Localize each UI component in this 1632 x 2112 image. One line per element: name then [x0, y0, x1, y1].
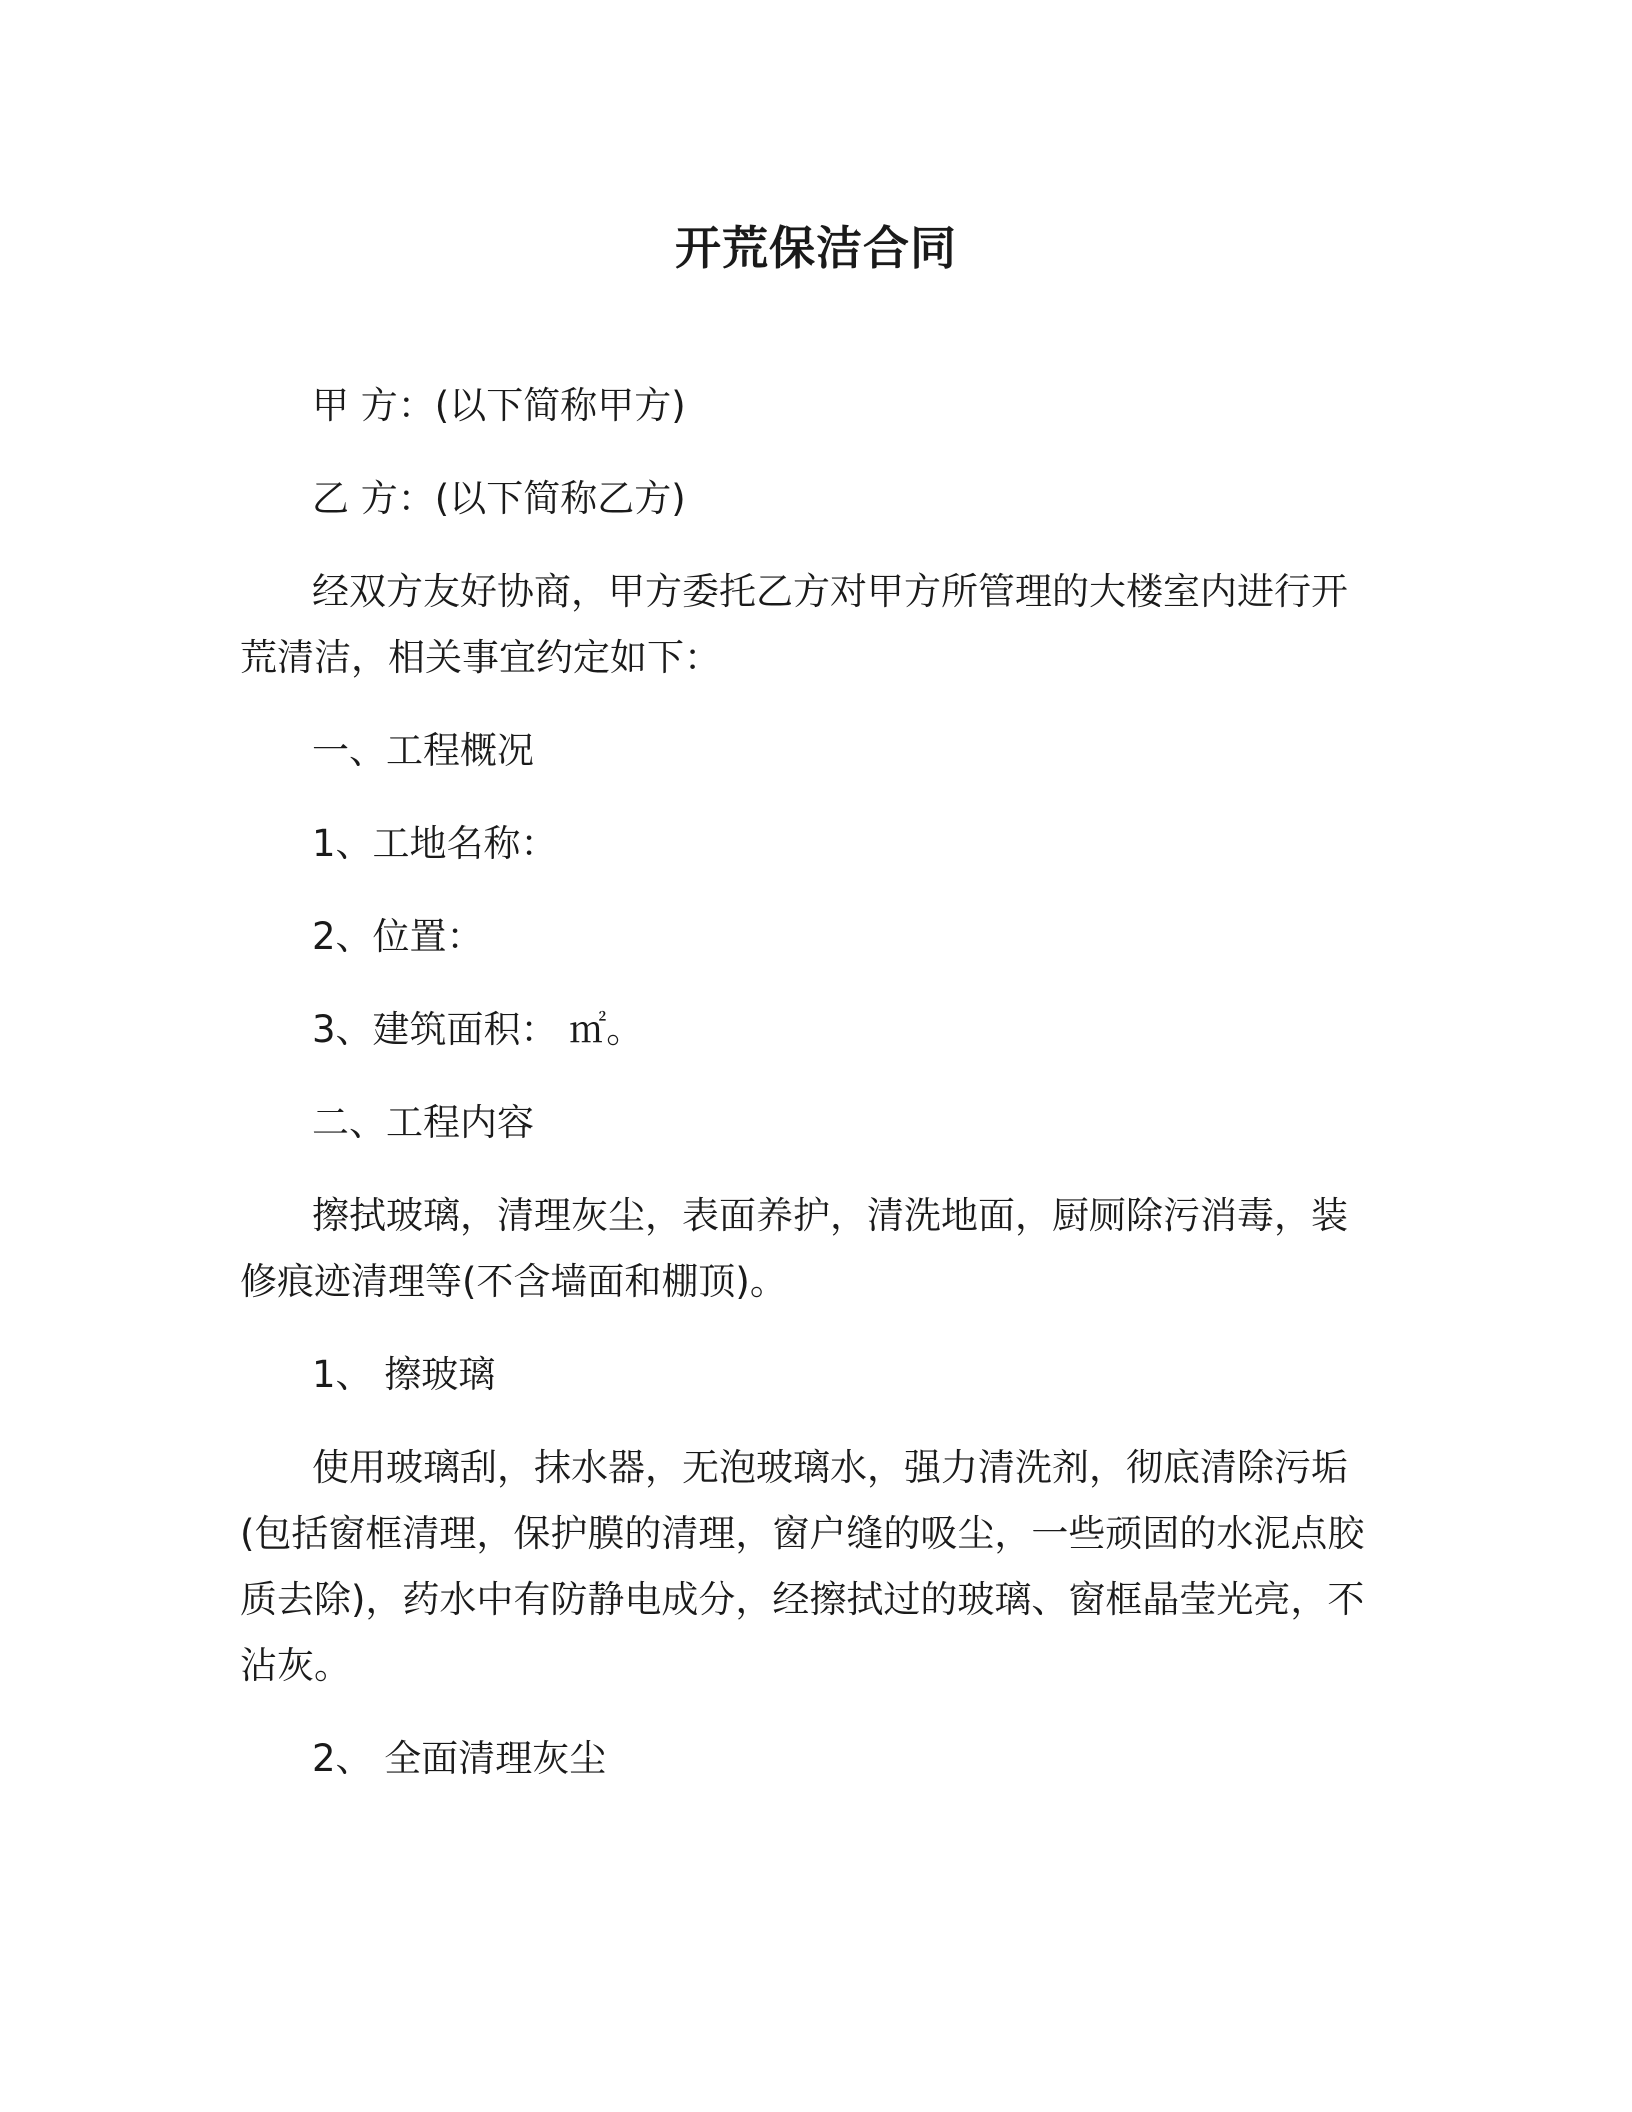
- section-2-heading: 二、工程内容: [312, 1101, 534, 1144]
- glass-line-1: 使用玻璃刮，抹水器，无泡玻璃水，强力清洗剂，彻底清除污垢: [312, 1446, 1348, 1489]
- intro-line-2: 荒清洁，相关事宜约定如下：: [240, 636, 721, 679]
- document-title: 开荒保洁合同: [675, 221, 957, 275]
- item-2: 2、位置：: [312, 915, 484, 958]
- sub-2-heading: 2、 全面清理灰尘: [312, 1737, 607, 1780]
- glass-line-3: 质去除)，药水中有防静电成分，经擦拭过的玻璃、窗框晶莹光亮，不: [240, 1578, 1365, 1621]
- content-line-1: 擦拭玻璃，清理灰尘，表面养护，清洗地面，厨厕除污消毒，装: [312, 1194, 1348, 1237]
- glass-line-4: 沾灰。: [240, 1644, 351, 1687]
- party-b-line: 乙 方：(以下简称乙方): [312, 477, 686, 520]
- item-3: 3、建筑面积： ㎡。: [312, 1008, 644, 1051]
- sub-1-heading: 1、 擦玻璃: [312, 1353, 496, 1396]
- content-line-2: 修痕迹清理等(不含墙面和棚顶)。: [240, 1260, 787, 1303]
- item-1: 1、工地名称：: [312, 822, 558, 865]
- section-1-heading: 一、工程概况: [312, 729, 534, 772]
- party-a-line: 甲 方：(以下简称甲方): [312, 384, 686, 427]
- glass-line-2: (包括窗框清理，保护膜的清理，窗户缝的吸尘，一些顽固的水泥点胶: [240, 1512, 1365, 1555]
- intro-line-1: 经双方友好协商，甲方委托乙方对甲方所管理的大楼室内进行开: [312, 570, 1348, 613]
